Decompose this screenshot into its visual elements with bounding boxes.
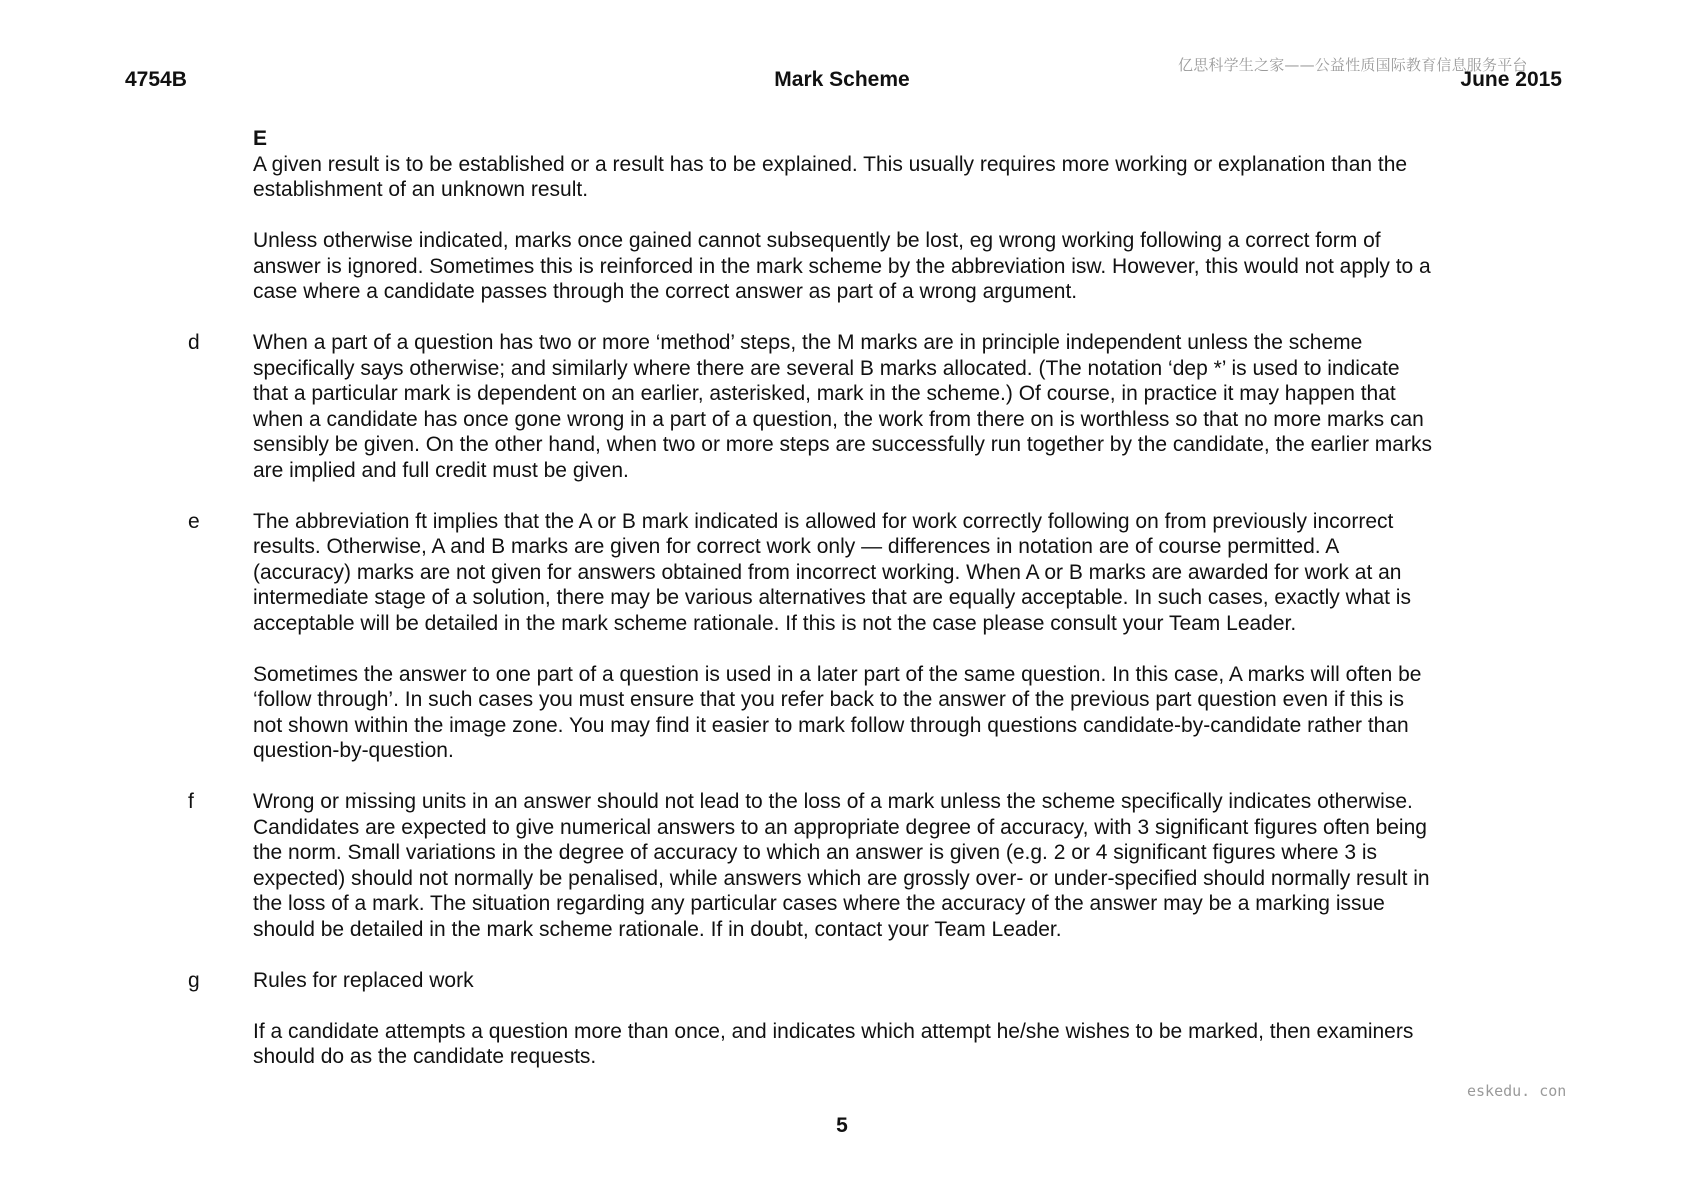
text-line: A given result is to be established or a result has to be explained. This usually requires more working or explanation than the [253, 152, 1408, 176]
text-line: acceptable will be detailed in the mark scheme rationale. If this is not the case please consult your Team Leader. [253, 611, 1297, 635]
section-e-paragraph-1 [0, 152, 1684, 203]
document-body [0, 126, 1684, 1095]
section-e-lower-paragraph-2 [0, 662, 1684, 764]
header-date: June 2015 [1460, 68, 1562, 91]
page-number: 5 [836, 1114, 848, 1137]
text-line: If a candidate attempts a question more than once, and indicates which attempt he/she wishes to be marked, then examiners [253, 1019, 1414, 1043]
section-f [0, 789, 1684, 942]
section-g [0, 968, 1684, 994]
text-line: Candidates are expected to give numerical answers to an appropriate degree of accuracy, with 3 significant figures often being [253, 815, 1427, 839]
text-line: should do as the candidate requests. [253, 1045, 597, 1068]
text-line: Sometimes the answer to one part of a question is used in a later part of the same question. In this case, A marks will often be [253, 662, 1422, 686]
text-line: question-by-question. [253, 739, 454, 762]
section-marker-d: d [188, 331, 200, 354]
paragraph [253, 509, 1513, 637]
paragraph [253, 1019, 1513, 1070]
section-e-paragraph-2 [0, 228, 1684, 305]
text-line: should be detailed in the mark scheme rationale. If in doubt, contact your Team Leader. [253, 917, 1062, 941]
text-line: establishment of an unknown result. [253, 178, 589, 201]
section-marker-g: g [188, 968, 200, 992]
text-line: case where a candidate passes through the correct answer as part of a wrong argument. [253, 280, 1078, 303]
text-line: Wrong or missing units in an answer should not lead to the loss of a mark unless the scheme specifically indicates otherwise. [253, 790, 1413, 813]
section-e-heading-block [0, 126, 1684, 152]
text-line: when a candidate has once gone wrong in a part of a question, the work from there on is worthless so that no more marks can [253, 407, 1424, 431]
text-line: the loss of a mark. The situation regarding any particular cases where the accuracy of the answer may be a marking issue [253, 892, 1385, 915]
text-line: that a particular mark is dependent on an earlier, asterisked, mark in the scheme.) Of course, in practice it may happen that [253, 382, 1396, 405]
text-line: sensibly be given. On the other hand, when two or more steps are successfully run together by the candidate, the earlier marks [253, 433, 1432, 456]
section-marker-f: f [188, 790, 194, 813]
paragraph [253, 968, 1513, 994]
section-d [0, 330, 1684, 483]
text-line: are implied and full credit must be given. [253, 458, 629, 482]
text-line: Rules for replaced work [253, 968, 474, 992]
paragraph [253, 330, 1513, 483]
text-line: the norm. Small variations in the degree of accuracy to which an answer is given (e.g. 2 or 4 significant figures where 3 is [253, 841, 1378, 864]
text-line: When a part of a question has two or more ‘method’ steps, the M marks are in principle independent unless the scheme [253, 331, 1363, 354]
section-e-lower [0, 509, 1684, 637]
text-line: ‘follow through’. In such cases you must ensure that you refer back to the answer of the previous part question even if this is [253, 688, 1404, 711]
paragraph [253, 789, 1513, 942]
header-paper-code: 4754B [125, 68, 187, 91]
text-line: specifically says otherwise; and similarly where there are several B marks allocated. (The notation ‘dep *’ is used to indicate [253, 356, 1400, 380]
text-line: intermediate stage of a solution, there may be various alternatives that are equally acceptable. In such cases, exactly what is [253, 586, 1411, 609]
watermark-top: 亿思科学生之家——公益性质国际教育信息服务平台 [1178, 56, 1528, 74]
text-line: expected) should not normally be penalised, while answers which are grossly over- or under-specified should normally result in [253, 866, 1430, 890]
text-line: answer is ignored. Sometimes this is reinforced in the mark scheme by the abbreviation isw. However, this would not apply to a [253, 254, 1431, 278]
text-line: results. Otherwise, A and B marks are given for correct work only — differences in notation are of course permitted. A [253, 535, 1340, 558]
watermark-bottom: eskedu. con [1467, 1082, 1567, 1100]
paragraph [253, 662, 1513, 764]
text-line: The abbreviation ft implies that the A or B mark indicated is allowed for work correctly following on from previously incorrect [253, 509, 1394, 533]
section-g-paragraph-2 [0, 1019, 1684, 1070]
section-heading: E [253, 127, 268, 150]
text-line: Unless otherwise indicated, marks once gained cannot subsequently be lost, eg wrong working following a correct form of [253, 229, 1381, 252]
text-line: (accuracy) marks are not given for answers obtained from incorrect working. When A or B marks are awarded for work at an [253, 560, 1402, 584]
paragraph [253, 228, 1513, 305]
header-title: Mark Scheme [774, 68, 910, 91]
text-line: not shown within the image zone. You may find it easier to mark follow through questions candidate-by-candidate rather than [253, 713, 1409, 737]
section-marker-e: e [188, 509, 200, 533]
paragraph [253, 152, 1513, 203]
